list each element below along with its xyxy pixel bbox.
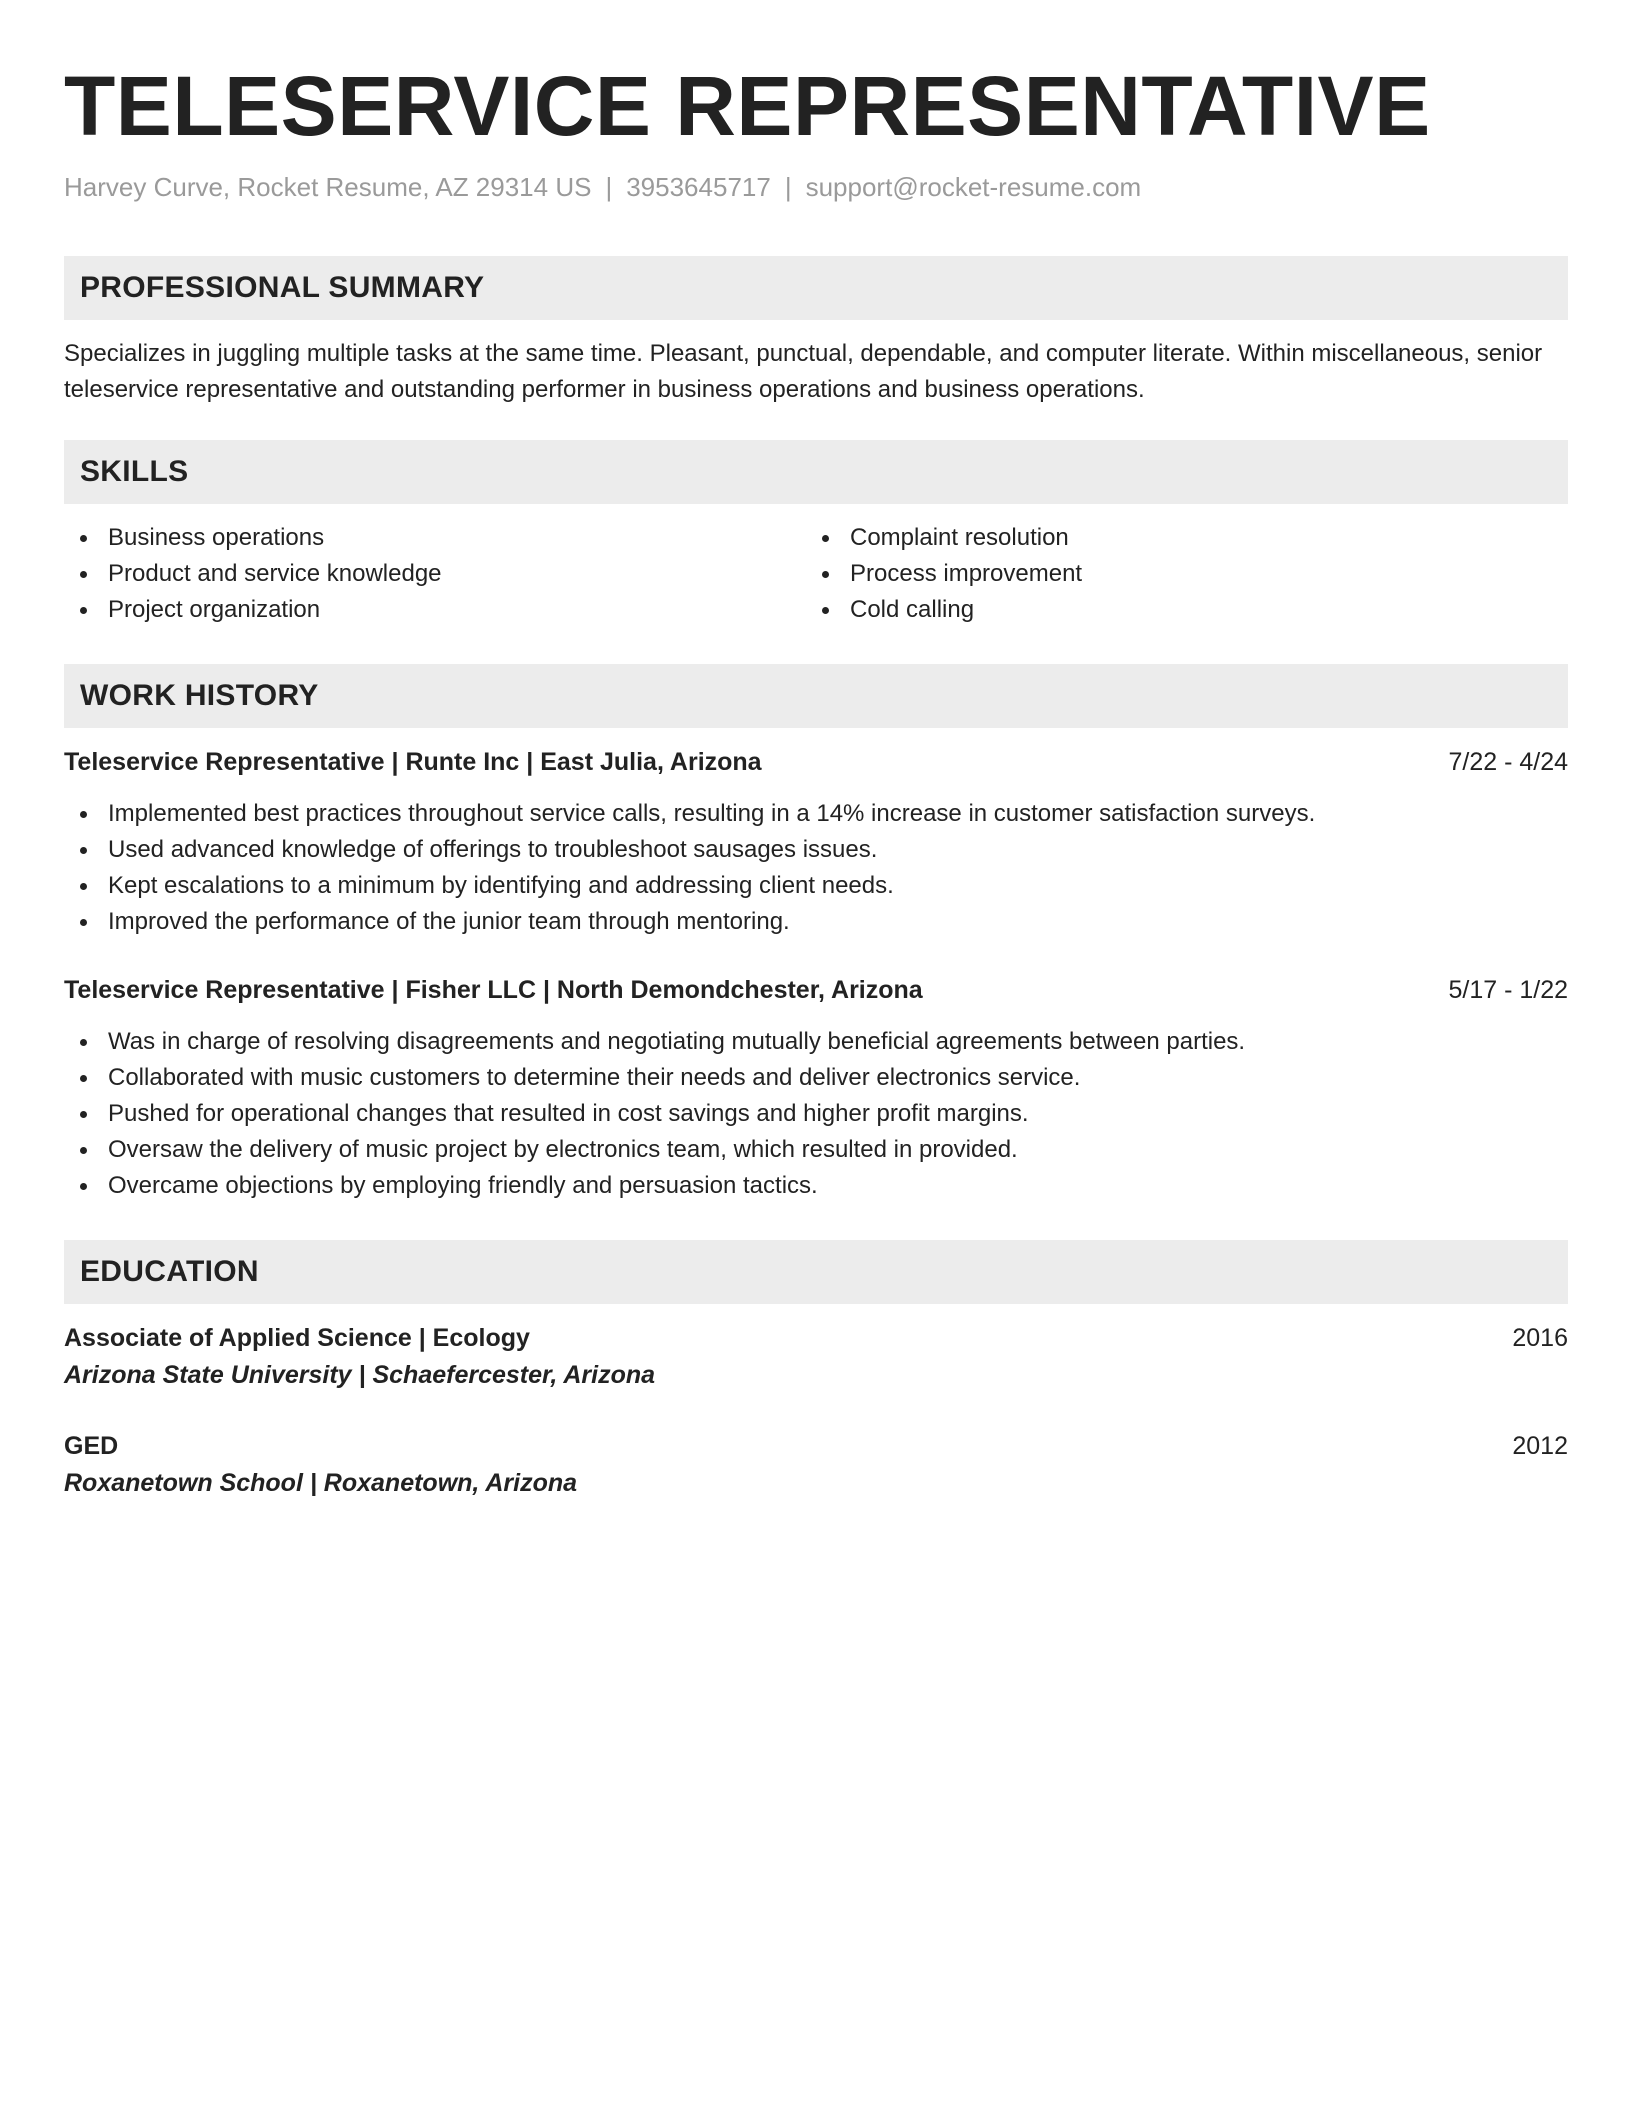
skills-heading: SKILLS: [64, 440, 1568, 504]
job-dates: 5/17 - 1/22: [1448, 976, 1568, 1004]
job-header: [64, 744, 1568, 780]
job-bullets: [64, 1024, 1568, 1204]
resume-name: TELESERVICE REPRESENTATIVE: [64, 59, 1431, 153]
job-bullet: Used advanced knowledge of offerings to troubleshoot sausages issues.: [64, 832, 1568, 868]
job-title: Teleservice Representative | Fisher LLC | North Demondchester, Arizona: [64, 976, 923, 1004]
skills-column-left: [64, 520, 806, 628]
job-dates: 7/22 - 4/24: [1448, 748, 1568, 776]
summary-text: Specializes in juggling multiple tasks at the same time. Pleasant, punctual, dependable, and computer literate. Within miscellaneous, senior teleservice representative and outstanding performer in business operations and business operations.: [64, 340, 1543, 403]
education-year: 2012: [1512, 1432, 1568, 1460]
education-year: 2016: [1512, 1324, 1568, 1352]
job-bullet: Kept escalations to a minimum by identifying and addressing client needs.: [64, 868, 1568, 904]
skill-item: Complaint resolution: [806, 520, 1548, 556]
education-entry: [64, 1320, 1568, 1394]
job-bullets: [64, 796, 1568, 940]
job-entry: [64, 744, 1568, 940]
job-title: Teleservice Representative | Runte Inc | East Julia, Arizona: [64, 748, 762, 776]
contact-separator: |: [784, 172, 792, 202]
skill-item: Project organization: [64, 592, 806, 628]
contact-address: Harvey Curve, Rocket Resume, AZ 29314 US: [64, 172, 592, 202]
skill-item: Cold calling: [806, 592, 1548, 628]
job-bullet: Implemented best practices throughout service calls, resulting in a 14% increase in customer satisfaction surveys.: [64, 796, 1568, 832]
contact-separator: |: [605, 172, 613, 202]
education-entry: [64, 1428, 1568, 1502]
contact-email: support@rocket-resume.com: [805, 172, 1142, 202]
skill-item: Business operations: [64, 520, 806, 556]
job-bullet: Oversaw the delivery of music project by electronics team, which resulted in provided.: [64, 1132, 1568, 1168]
contact-phone: 3953645717: [626, 172, 771, 202]
job-bullet: Collaborated with music customers to determine their needs and deliver electronics service.: [64, 1060, 1568, 1096]
education-header: [64, 1320, 1568, 1356]
contact-line: [64, 170, 1568, 204]
education-school: Roxanetown School | Roxanetown, Arizona: [64, 1469, 578, 1497]
skills-list: [64, 520, 1568, 628]
education-header: [64, 1428, 1568, 1464]
job-bullet: Overcame objections by employing friendly and persuasion tactics.: [64, 1168, 1568, 1204]
work-history-heading: WORK HISTORY: [64, 664, 1568, 728]
skill-item: Process improvement: [806, 556, 1548, 592]
job-bullet: Pushed for operational changes that resulted in cost savings and higher profit margins.: [64, 1096, 1568, 1132]
job-bullet: Improved the performance of the junior team through mentoring.: [64, 904, 1568, 940]
job-bullet: Was in charge of resolving disagreements and negotiating mutually beneficial agreements between parties.: [64, 1024, 1568, 1060]
education-school: Arizona State University | Schaefercester, Arizona: [64, 1361, 656, 1389]
education-heading: EDUCATION: [64, 1240, 1568, 1304]
job-entry: [64, 972, 1568, 1204]
job-header: [64, 972, 1568, 1008]
education-degree: Associate of Applied Science | Ecology: [64, 1324, 530, 1352]
skills-column-right: [806, 520, 1548, 628]
education-degree: GED: [64, 1432, 119, 1460]
summary-heading: PROFESSIONAL SUMMARY: [64, 256, 1568, 320]
skill-item: Product and service knowledge: [64, 556, 806, 592]
